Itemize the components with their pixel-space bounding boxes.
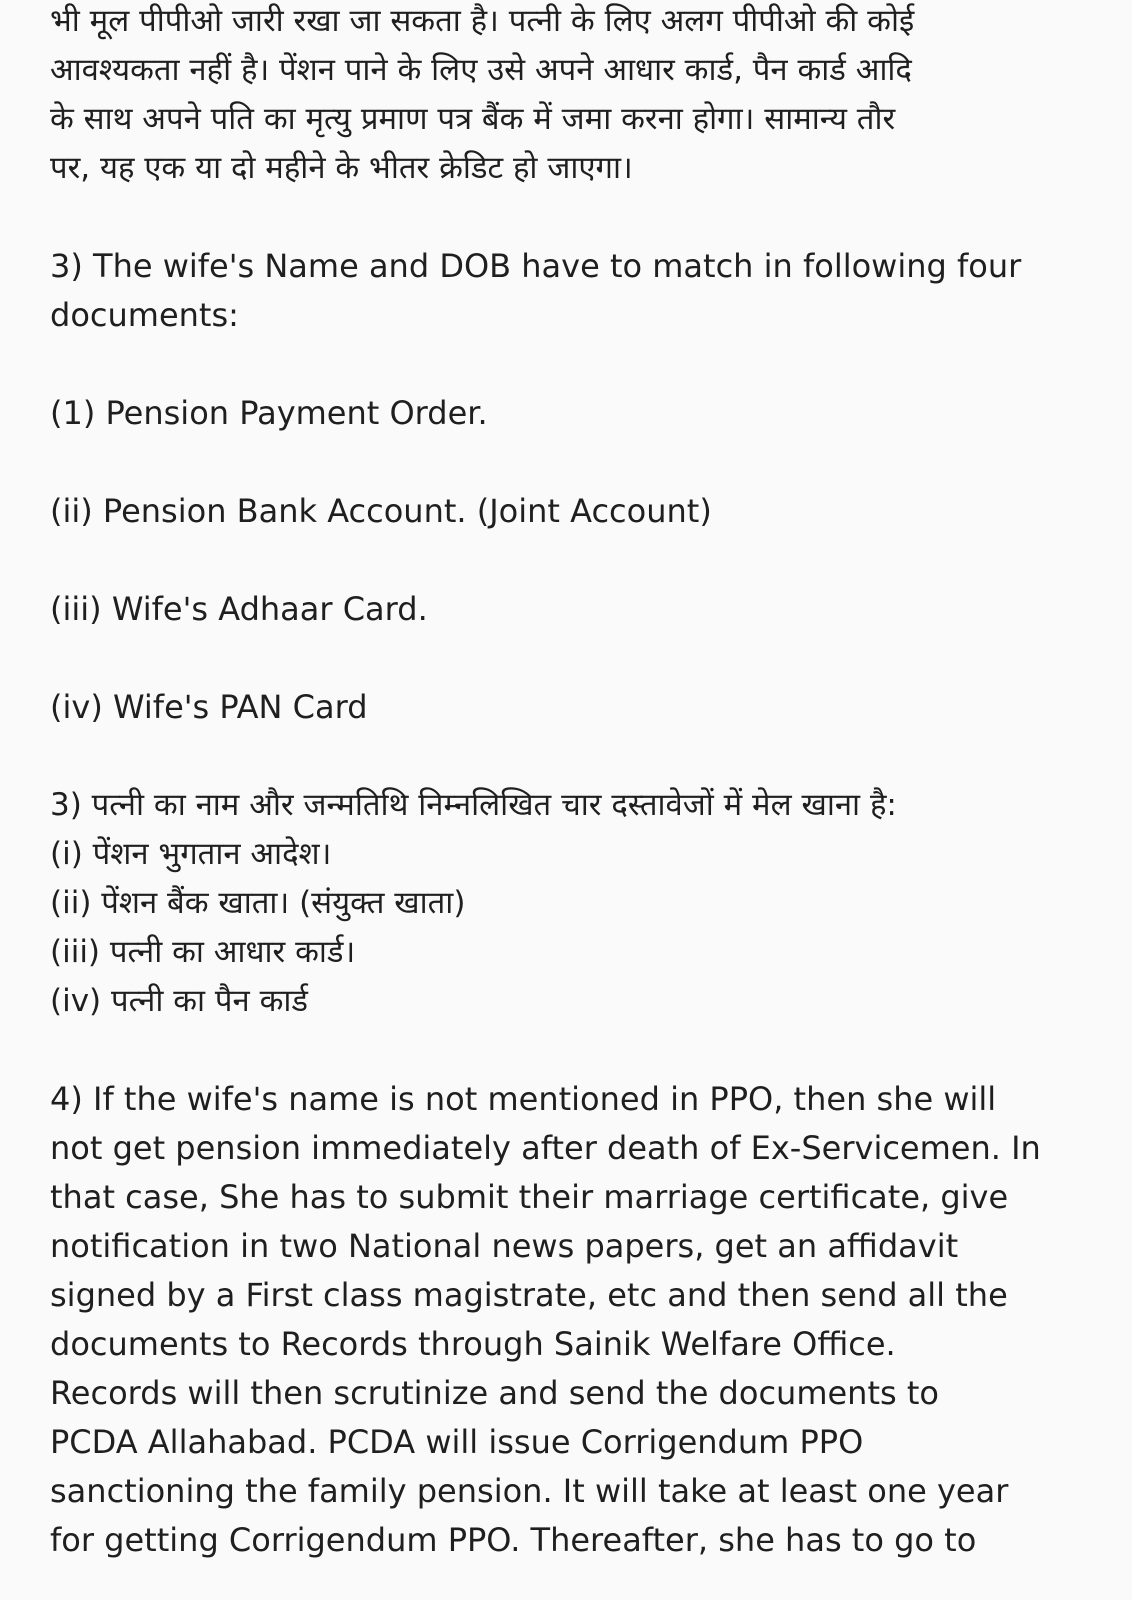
point-4-line-5: signed by a First class magistrate, etc and then send all the	[50, 1276, 1008, 1314]
document-item-3: (iii) Wife's Adhaar Card.	[50, 590, 428, 628]
point-4-english	[50, 1075, 1072, 1565]
point-3-hindi-item-2: (ii) पेंशन बैंक खाता। (संयुक्त खाता)	[50, 885, 466, 921]
point-4-line-2: not get pension immediately after death of Ex-Servicemen. In	[50, 1129, 1041, 1167]
point-3-hindi-item-1: (i) पेंशन भुगतान आदेश।	[50, 836, 332, 872]
point-3-english	[50, 242, 1072, 732]
point-4-line-4: notification in two National news papers, get an affidavit	[50, 1227, 959, 1265]
hindi-intro-paragraph	[50, 0, 1072, 193]
point-4-line-6: documents to Records through Sainik Welfare Office.	[50, 1325, 896, 1363]
point-4-line-8: PCDA Allahabad. PCDA will issue Corrigendum PPO	[50, 1423, 864, 1461]
point-4-line-1: 4) If the wife's name is not mentioned in PPO, then she will	[50, 1080, 997, 1118]
document-item-4: (iv) Wife's PAN Card	[50, 688, 368, 726]
document-item-2: (ii) Pension Bank Account. (Joint Account)	[50, 492, 712, 530]
spacer	[50, 1026, 1072, 1075]
hindi-intro-line-4: पर, यह एक या दो महीने के भीतर क्रेडिट हो जाएगा।	[50, 150, 633, 186]
hindi-intro-line-3: के साथ अपने पति का मृत्यु प्रमाण पत्र बैंक में जमा करना होगा। सामान्य तौर	[50, 101, 896, 137]
spacer	[50, 193, 1072, 242]
hindi-intro-line-2: आवश्यकता नहीं है। पेंशन पाने के लिए उसे अपने आधार कार्ड, पैन कार्ड आदि	[50, 52, 912, 88]
document-item-1: (1) Pension Payment Order.	[50, 394, 488, 432]
point-3-hindi	[50, 781, 1072, 1026]
point-4-line-3: that case, She has to submit their marriage certificate, give	[50, 1178, 1009, 1216]
point-3-heading-line-1: 3) The wife's Name and DOB have to match in following four	[50, 247, 1022, 285]
point-4-line-9: sanctioning the family pension. It will take at least one year	[50, 1472, 1009, 1510]
spacer	[50, 438, 1072, 487]
spacer	[50, 340, 1072, 389]
point-3-hindi-item-4: (iv) पत्नी का पैन कार्ड	[50, 983, 308, 1019]
point-3-heading-line-2: documents:	[50, 296, 239, 334]
point-3-hindi-item-3: (iii) पत्नी का आधार कार्ड।	[50, 934, 356, 970]
point-4-line-10: for getting Corrigendum PPO. Thereafter, she has to go to	[50, 1521, 977, 1559]
point-3-hindi-heading: 3) पत्नी का नाम और जन्मतिथि निम्नलिखित चार दस्तावेजों में मेल खाना है:	[50, 787, 897, 823]
spacer	[50, 732, 1072, 781]
spacer	[50, 634, 1072, 683]
spacer	[50, 536, 1072, 585]
point-4-line-7: Records will then scrutinize and send the documents to	[50, 1374, 939, 1412]
hindi-intro-line-1: भी मूल पीपीओ जारी रखा जा सकता है। पत्नी के लिए अलग पीपीओ की कोई	[50, 3, 915, 39]
